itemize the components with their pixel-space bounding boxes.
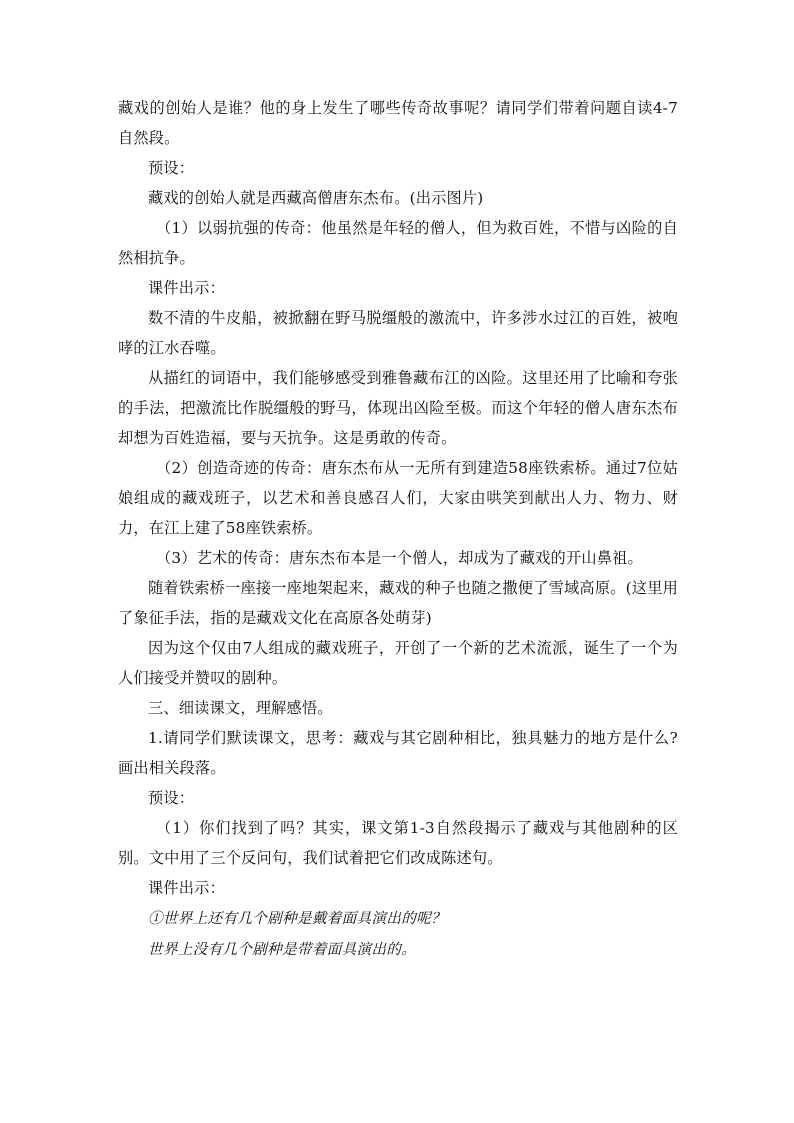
paragraph-legend-1: （1）以弱抗强的传奇：他虽然是年轻的僧人，但为救百姓，不惜与凶险的自然相抗争。 bbox=[118, 219, 678, 267]
paragraph-task-1: 1.请同学们默读课文，思考：藏戏与其它剧种相比，独具魅力的地方是什么?画出相关段落。 bbox=[118, 729, 678, 777]
paragraph-legend-3: （3）艺术的传奇：唐东杰布本是一个僧人，却成为了藏戏的开山鼻祖。 bbox=[156, 549, 643, 567]
paragraph-preset-2: 预设： bbox=[148, 789, 195, 807]
document-body bbox=[118, 93, 678, 965]
example-statement: 世界上没有几个剧种是带着面具演出的。 bbox=[148, 941, 417, 958]
paragraph-founder: 藏戏的创始人就是西藏高僧唐东杰布。(出示图片) bbox=[148, 189, 484, 207]
paragraph-legend-2: （2）创造奇迹的传奇：唐东杰布从一无所有到建造58座铁索桥。通过7位姑娘组成的藏戏班子，以艺术和善良感召人们，大家由哄笑到献出人力、物力、财力，在江上建了58座铁索桥。 bbox=[118, 459, 678, 537]
paragraph-intro-question: 藏戏的创始人是谁？他的身上发生了哪些传奇故事呢？请同学们带着问题自读4-7自然段。 bbox=[118, 99, 678, 147]
paragraph-analysis-river: 从描红的词语中，我们能够感受到雅鲁藏布江的凶险。这里还用了比喻和夸张的手法，把激流比作脱缰般的野马，体现出凶险至极。而这个年轻的僧人唐东杰布却想为百姓造福，要与天抗争。这是勇敢的传奇。 bbox=[118, 369, 678, 447]
paragraph-rhetorical-questions: （1）你们找到了吗？其实，课文第1-3自然段揭示了藏戏与其他剧种的区别。文中用了三个反问句，我们试着把它们改成陈述句。 bbox=[118, 819, 678, 867]
section-heading-3: 三、细读课文，理解感悟。 bbox=[148, 699, 333, 717]
paragraph-preset-1: 预设： bbox=[148, 159, 195, 177]
example-question: ①世界上还有几个剧种是戴着面具演出的呢？ bbox=[148, 910, 446, 927]
paragraph-courseware-2: 课件出示： bbox=[148, 879, 225, 897]
paragraph-new-genre: 因为这个仅由7人组成的藏戏班子，开创了一个新的艺术流派，诞生了一个为人们接受并赞叹的剧种。 bbox=[118, 639, 678, 687]
paragraph-courseware-1: 课件出示： bbox=[148, 279, 225, 297]
paragraph-symbolism: 随着铁索桥一座接一座地架起来，藏戏的种子也随之撒便了雪域高原。(这里用了象征手法，指的是藏戏文化在高原各处萌芽) bbox=[118, 579, 678, 627]
paragraph-quote-river: 数不清的牛皮船，被掀翻在野马脱缰般的激流中，许多涉水过江的百姓，被咆哮的江水吞噬。 bbox=[118, 309, 678, 357]
